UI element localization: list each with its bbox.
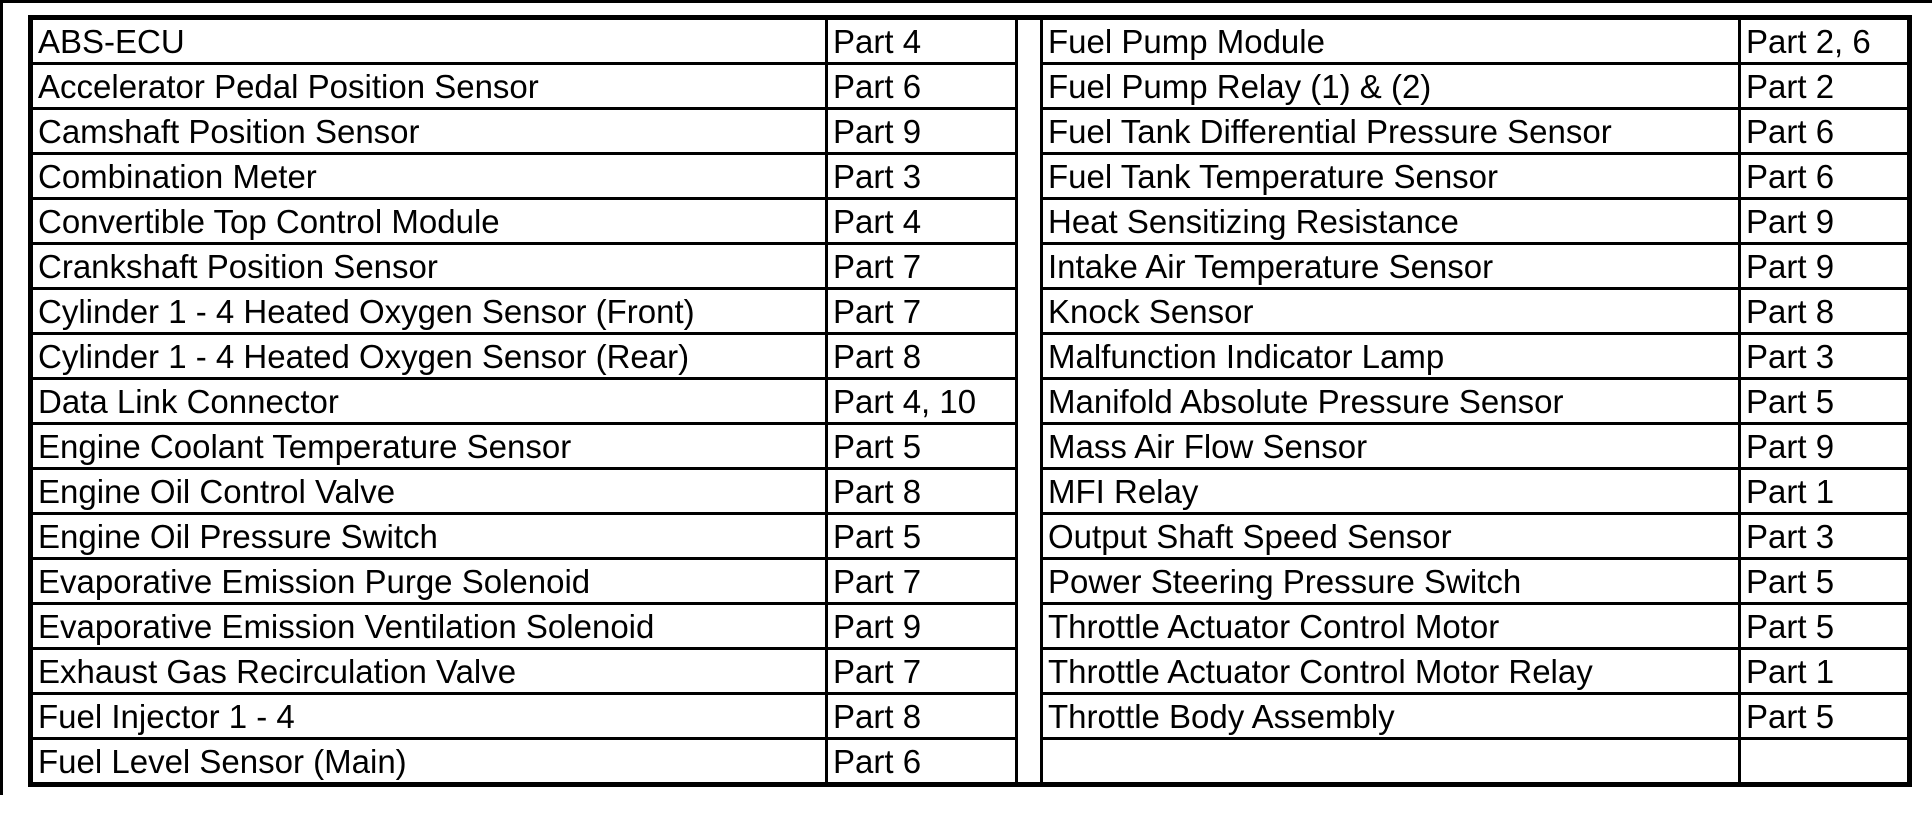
right-part-reference [1740,739,1910,785]
column-separator [1017,334,1042,379]
right-part-reference: Part 5 [1740,604,1910,649]
left-component-name: Crankshaft Position Sensor [31,244,827,289]
column-separator [1017,469,1042,514]
right-part-reference: Part 6 [1740,154,1910,199]
column-separator [1017,154,1042,199]
right-component-name: Fuel Tank Differential Pressure Sensor [1042,109,1740,154]
column-separator [1017,18,1042,64]
left-component-name: Evaporative Emission Purge Solenoid [31,559,827,604]
right-component-name: Malfunction Indicator Lamp [1042,334,1740,379]
right-part-reference: Part 5 [1740,379,1910,424]
column-separator [1017,694,1042,739]
left-part-reference: Part 5 [827,424,1017,469]
left-part-reference: Part 8 [827,469,1017,514]
right-component-name: Throttle Body Assembly [1042,694,1740,739]
right-component-name: MFI Relay [1042,469,1740,514]
left-part-reference: Part 7 [827,559,1017,604]
column-separator [1017,649,1042,694]
right-component-name: Fuel Pump Relay (1) & (2) [1042,64,1740,109]
left-part-reference: Part 4 [827,199,1017,244]
table-row [31,109,1910,154]
right-part-reference: Part 3 [1740,514,1910,559]
right-component-name: Intake Air Temperature Sensor [1042,244,1740,289]
right-component-name: Manifold Absolute Pressure Sensor [1042,379,1740,424]
left-part-reference: Part 9 [827,604,1017,649]
table-row [31,334,1910,379]
page-edge-left [0,0,3,795]
right-part-reference: Part 9 [1740,424,1910,469]
right-part-reference: Part 9 [1740,199,1910,244]
right-component-name: Throttle Actuator Control Motor Relay [1042,649,1740,694]
left-part-reference: Part 4 [827,18,1017,64]
left-component-name: Engine Oil Pressure Switch [31,514,827,559]
left-component-name: Cylinder 1 - 4 Heated Oxygen Sensor (Rear) [31,334,827,379]
left-part-reference: Part 8 [827,694,1017,739]
left-component-name: Exhaust Gas Recirculation Valve [31,649,827,694]
right-component-name: Throttle Actuator Control Motor [1042,604,1740,649]
column-separator [1017,739,1042,785]
column-separator [1017,199,1042,244]
table-body [31,18,1910,785]
left-part-reference: Part 8 [827,334,1017,379]
left-component-name: Fuel Level Sensor (Main) [31,739,827,785]
table-row [31,739,1910,785]
left-part-reference: Part 6 [827,739,1017,785]
column-separator [1017,379,1042,424]
table-row [31,424,1910,469]
table-row [31,649,1910,694]
left-part-reference: Part 3 [827,154,1017,199]
table-row [31,604,1910,649]
left-component-name: Cylinder 1 - 4 Heated Oxygen Sensor (Front) [31,289,827,334]
left-component-name: Engine Oil Control Valve [31,469,827,514]
table-row [31,244,1910,289]
right-part-reference: Part 5 [1740,694,1910,739]
right-part-reference: Part 2 [1740,64,1910,109]
right-part-reference: Part 3 [1740,334,1910,379]
table-row [31,64,1910,109]
left-component-name: Camshaft Position Sensor [31,109,827,154]
column-separator [1017,109,1042,154]
left-component-name: Engine Coolant Temperature Sensor [31,424,827,469]
left-part-reference: Part 6 [827,64,1017,109]
left-part-reference: Part 5 [827,514,1017,559]
table-row [31,514,1910,559]
table-row [31,199,1910,244]
column-separator [1017,604,1042,649]
right-component-name: Output Shaft Speed Sensor [1042,514,1740,559]
component-parts-table [28,15,1912,787]
right-component-name: Fuel Tank Temperature Sensor [1042,154,1740,199]
column-separator [1017,514,1042,559]
column-separator [1017,244,1042,289]
left-component-name: Fuel Injector 1 - 4 [31,694,827,739]
left-component-name: Combination Meter [31,154,827,199]
table-row [31,379,1910,424]
left-component-name: ABS-ECU [31,18,827,64]
right-part-reference: Part 1 [1740,469,1910,514]
left-component-name: Data Link Connector [31,379,827,424]
right-component-name: Mass Air Flow Sensor [1042,424,1740,469]
column-separator [1017,559,1042,604]
right-component-name [1042,739,1740,785]
right-part-reference: Part 8 [1740,289,1910,334]
left-part-reference: Part 9 [827,109,1017,154]
right-component-name: Heat Sensitizing Resistance [1042,199,1740,244]
column-separator [1017,64,1042,109]
page-edge-top [0,0,1932,3]
right-component-name: Power Steering Pressure Switch [1042,559,1740,604]
left-component-name: Evaporative Emission Ventilation Solenoid [31,604,827,649]
table-row [31,694,1910,739]
right-component-name: Fuel Pump Module [1042,18,1740,64]
right-part-reference: Part 1 [1740,649,1910,694]
left-part-reference: Part 7 [827,289,1017,334]
right-component-name: Knock Sensor [1042,289,1740,334]
table-row [31,559,1910,604]
right-part-reference: Part 5 [1740,559,1910,604]
right-part-reference: Part 9 [1740,244,1910,289]
table-row [31,289,1910,334]
column-separator [1017,424,1042,469]
left-component-name: Convertible Top Control Module [31,199,827,244]
table-row [31,154,1910,199]
left-component-name: Accelerator Pedal Position Sensor [31,64,827,109]
left-part-reference: Part 4, 10 [827,379,1017,424]
table-row [31,18,1910,64]
left-part-reference: Part 7 [827,649,1017,694]
left-part-reference: Part 7 [827,244,1017,289]
right-part-reference: Part 6 [1740,109,1910,154]
right-part-reference: Part 2, 6 [1740,18,1910,64]
column-separator [1017,289,1042,334]
table-row [31,469,1910,514]
